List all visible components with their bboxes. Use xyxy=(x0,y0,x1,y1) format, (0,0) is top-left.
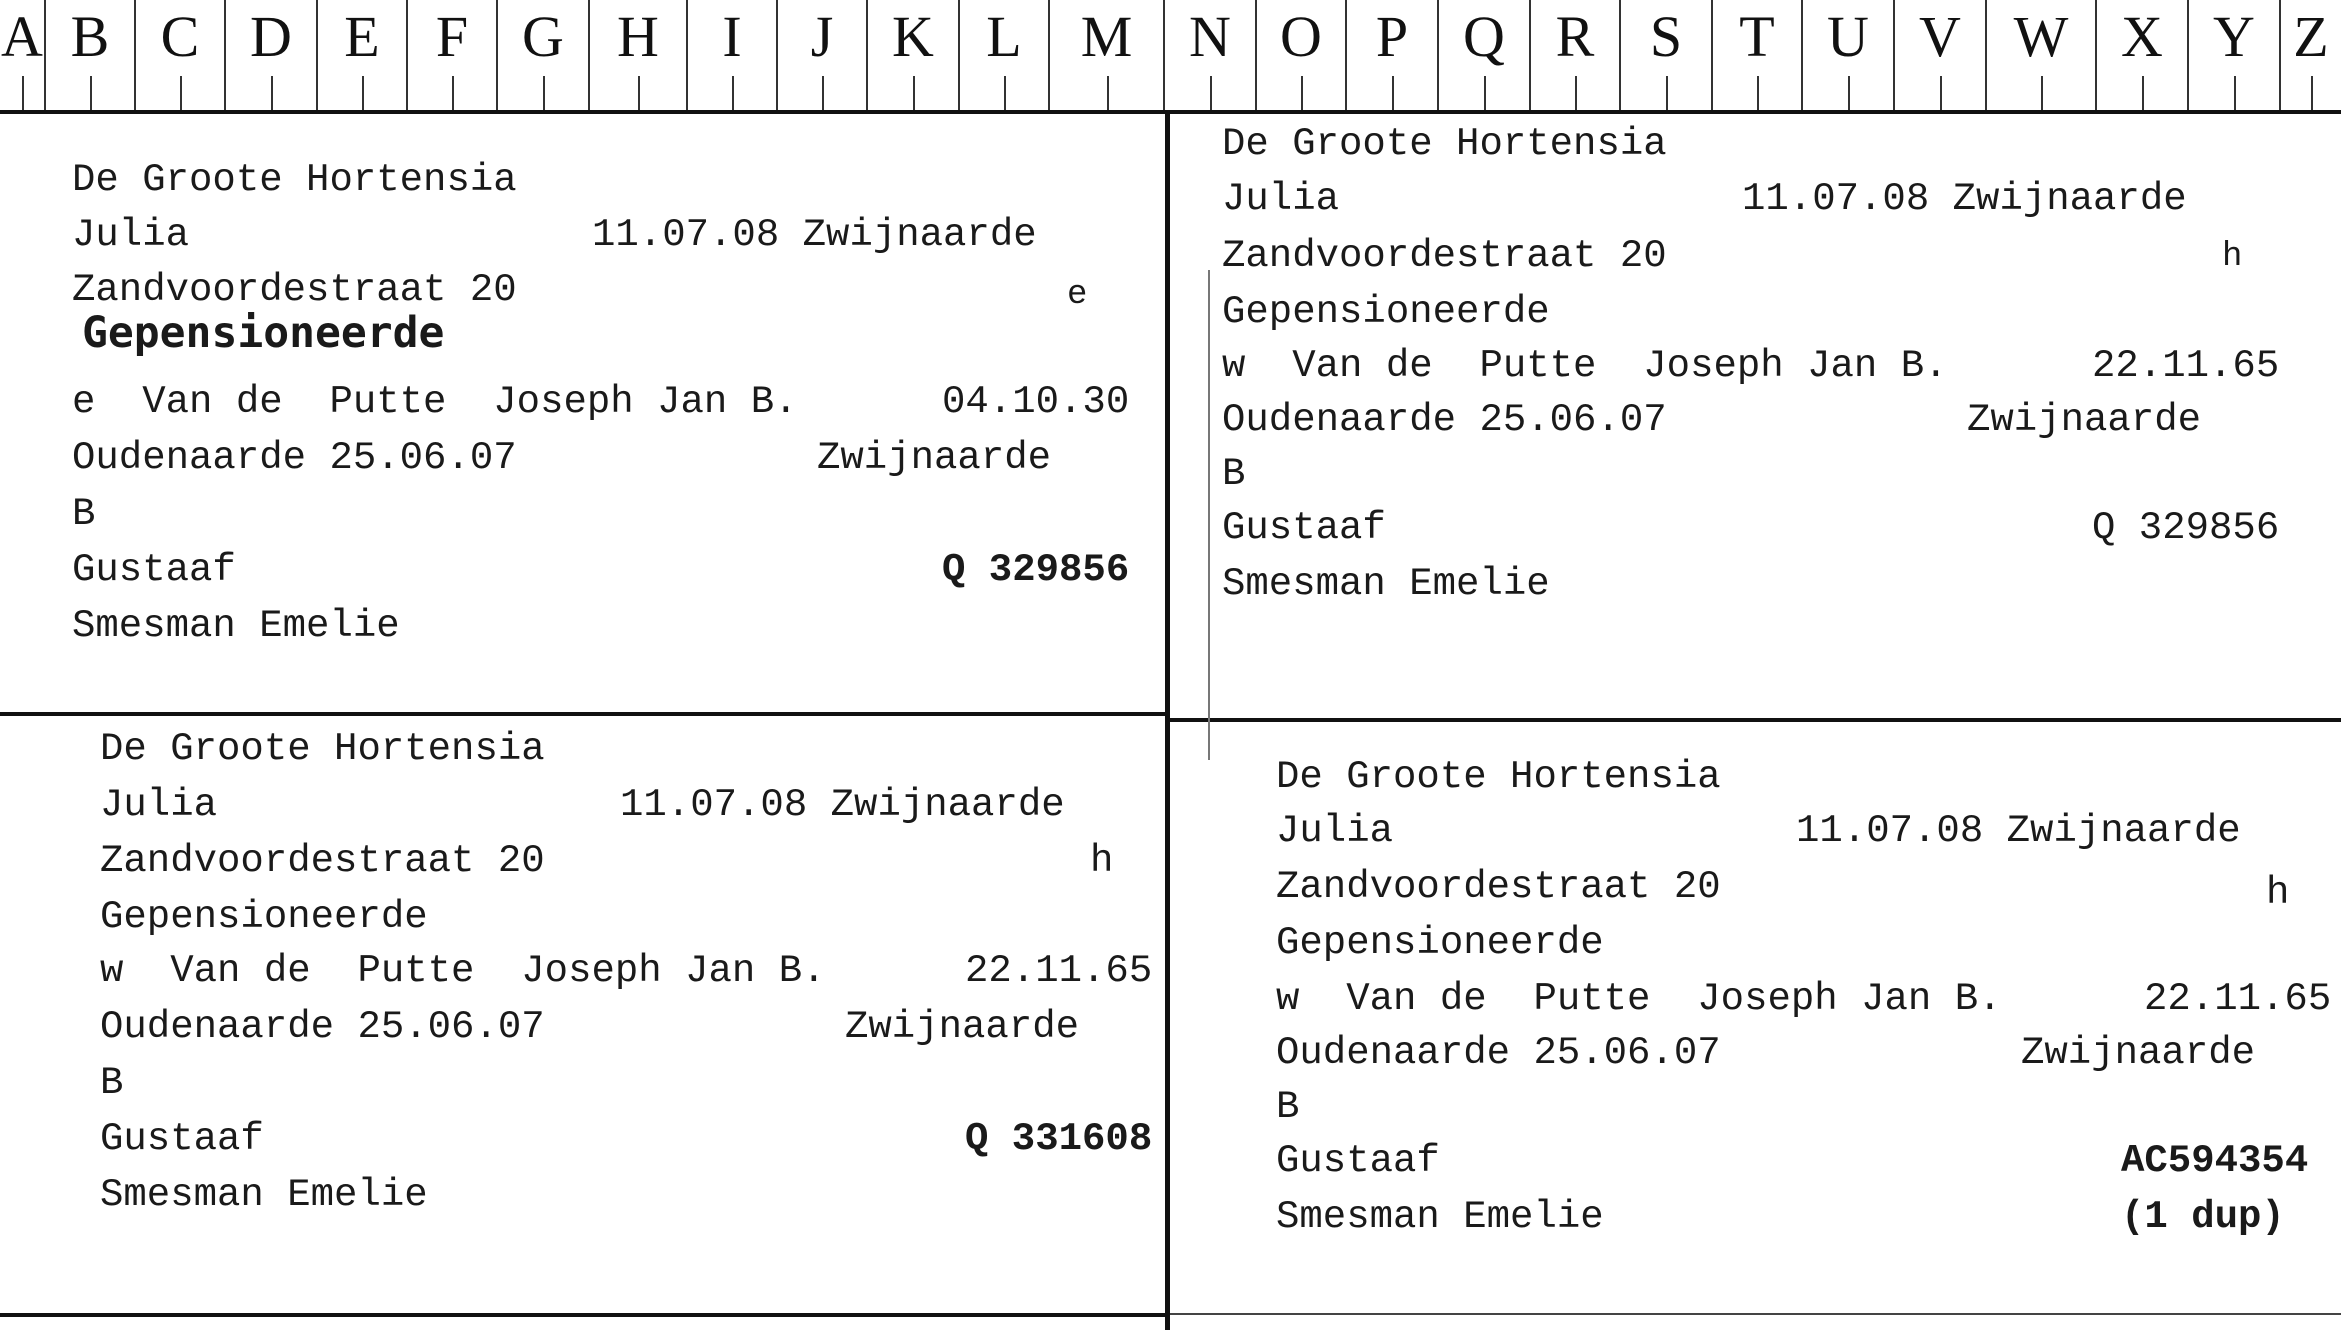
index-letter-r: R xyxy=(1531,0,1621,110)
card-mark: h xyxy=(1090,839,1114,883)
card-spouse: w Van de Putte Joseph Jan B. xyxy=(1276,977,2002,1021)
card-birth-place: Zwijnaarde xyxy=(845,1005,1080,1049)
alphabet-index xyxy=(0,0,2341,114)
index-letter-o: O xyxy=(1257,0,1347,110)
card-number: Q 329856 xyxy=(2092,506,2280,550)
card-code: B xyxy=(1222,452,1246,496)
card-occupation: Gepensioneerde xyxy=(100,895,428,939)
card-occupation: Gepensioneerde xyxy=(1222,290,1550,334)
index-letter-n: N xyxy=(1165,0,1257,110)
card-street: Zandvoordestraat 20 xyxy=(1276,865,1721,909)
card-street: Zandvoordestraat 20 xyxy=(1222,234,1667,278)
index-letter-i: I xyxy=(688,0,778,110)
horizontal-divider-right xyxy=(1170,718,2341,722)
horizontal-divider-left xyxy=(0,712,1167,716)
bottom-divider-right xyxy=(1170,1313,2341,1315)
card-birth-date-place: 11.07.08 Zwijnaarde xyxy=(592,213,1037,257)
index-letter-t: T xyxy=(1713,0,1803,110)
index-letter-a: A xyxy=(0,0,46,110)
card-spouse-date: 22.11.65 xyxy=(965,949,1153,993)
record-card-2 xyxy=(1222,122,2332,682)
card-birth-date-place: 11.07.08 Zwijnaarde xyxy=(1796,809,2241,853)
bottom-divider-left xyxy=(0,1313,1167,1317)
index-letter-k: K xyxy=(868,0,960,110)
index-letter-x: X xyxy=(2097,0,2189,110)
index-letter-h: H xyxy=(590,0,688,110)
card-first-name: Julia xyxy=(1222,177,1340,221)
index-letter-c: C xyxy=(136,0,226,110)
card-edge-mark xyxy=(1208,270,1210,760)
card-code: B xyxy=(72,492,96,536)
card-number: AC594354 xyxy=(2121,1139,2309,1183)
card-spouse-date: 22.11.65 xyxy=(2144,977,2332,1021)
record-card-4 xyxy=(1276,755,2336,1295)
record-card-1 xyxy=(72,158,1152,698)
index-letter-b: B xyxy=(46,0,136,110)
card-spouse-date: 04.10.30 xyxy=(942,380,1130,424)
card-surname: De Groote Hortensia xyxy=(100,727,545,771)
card-father: Gustaaf xyxy=(1276,1139,1440,1183)
card-number: Q 331608 xyxy=(965,1117,1153,1161)
card-mother: Smesman Emelie xyxy=(1276,1195,1604,1239)
card-occupation: Gepensioneerde xyxy=(82,308,445,358)
card-surname: De Groote Hortensia xyxy=(1222,122,1667,166)
index-letter-z: Z xyxy=(2281,0,2341,110)
card-birth: Oudenaarde 25.06.07 xyxy=(1222,398,1667,442)
card-first-name: Julia xyxy=(1276,809,1394,853)
card-birth-date-place: 11.07.08 Zwijnaarde xyxy=(620,783,1065,827)
index-letter-p: P xyxy=(1347,0,1439,110)
card-birth-place: Zwijnaarde xyxy=(817,436,1052,480)
card-surname: De Groote Hortensia xyxy=(72,158,517,202)
card-note: (1 dup) xyxy=(2121,1195,2285,1239)
index-letter-m: M xyxy=(1050,0,1165,110)
card-first-name: Julia xyxy=(100,783,218,827)
card-first-name: Julia xyxy=(72,213,190,257)
card-street: Zandvoordestraat 20 xyxy=(72,268,517,312)
card-spouse: e Van de Putte Joseph Jan B. xyxy=(72,380,798,424)
index-letter-j: J xyxy=(778,0,868,110)
index-letter-v: V xyxy=(1895,0,1987,110)
card-mark: h xyxy=(2222,238,2243,276)
index-letter-g: G xyxy=(498,0,590,110)
card-mark: h xyxy=(2266,871,2290,915)
card-mark: e xyxy=(1067,276,1088,314)
card-code: B xyxy=(100,1061,124,1105)
index-letter-q: Q xyxy=(1439,0,1531,110)
card-occupation: Gepensioneerde xyxy=(1276,921,1604,965)
index-letter-y: Y xyxy=(2189,0,2281,110)
card-birth: Oudenaarde 25.06.07 xyxy=(72,436,517,480)
card-surname: De Groote Hortensia xyxy=(1276,755,1721,799)
index-letter-w: W xyxy=(1987,0,2097,110)
index-letter-s: S xyxy=(1621,0,1713,110)
index-letter-l: L xyxy=(960,0,1050,110)
card-spouse-date: 22.11.65 xyxy=(2092,344,2280,388)
card-birth-place: Zwijnaarde xyxy=(1967,398,2202,442)
card-birth-place: Zwijnaarde xyxy=(2021,1031,2256,1075)
card-birth: Oudenaarde 25.06.07 xyxy=(100,1005,545,1049)
index-letter-e: E xyxy=(318,0,408,110)
card-mother: Smesman Emelie xyxy=(72,604,400,648)
card-father: Gustaaf xyxy=(1222,506,1386,550)
card-birth-date-place: 11.07.08 Zwijnaarde xyxy=(1742,177,2187,221)
card-mother: Smesman Emelie xyxy=(1222,562,1550,606)
card-father: Gustaaf xyxy=(72,548,236,592)
record-card-3 xyxy=(100,727,1160,1287)
index-letter-d: D xyxy=(226,0,318,110)
card-code: B xyxy=(1276,1085,1300,1129)
card-spouse: w Van de Putte Joseph Jan B. xyxy=(100,949,826,993)
card-number: Q 329856 xyxy=(942,548,1130,592)
index-letter-u: U xyxy=(1803,0,1895,110)
index-letter-f: F xyxy=(408,0,498,110)
card-birth: Oudenaarde 25.06.07 xyxy=(1276,1031,1721,1075)
card-mother: Smesman Emelie xyxy=(100,1173,428,1217)
card-spouse: w Van de Putte Joseph Jan B. xyxy=(1222,344,1948,388)
card-father: Gustaaf xyxy=(100,1117,264,1161)
card-street: Zandvoordestraat 20 xyxy=(100,839,545,883)
